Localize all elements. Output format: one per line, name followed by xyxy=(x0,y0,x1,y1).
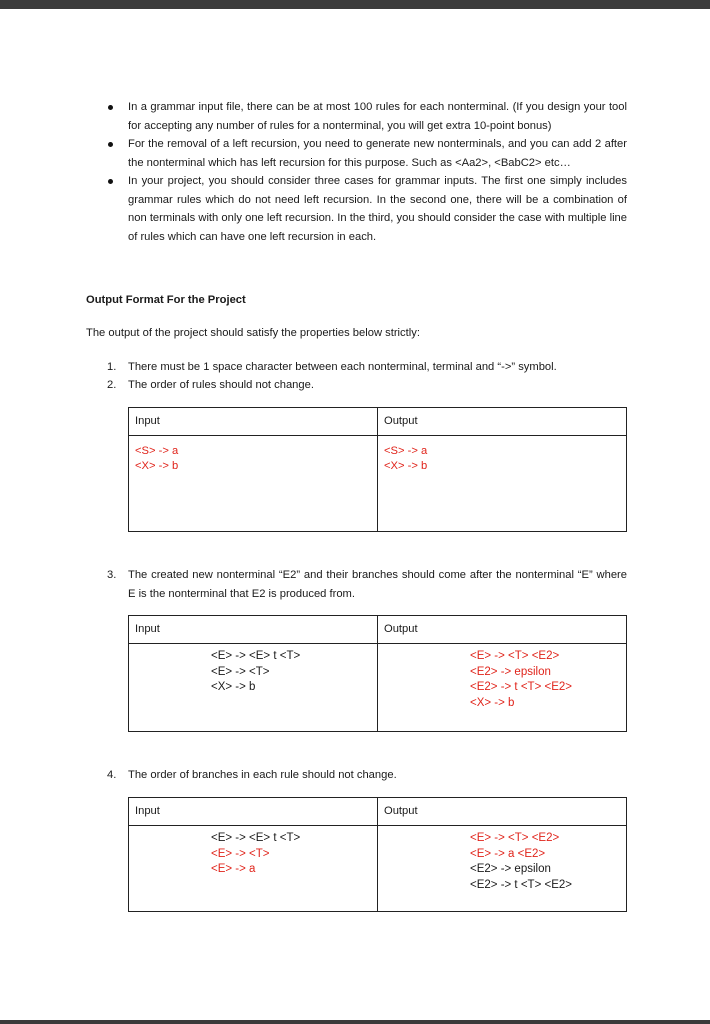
grammar-rule: <X> -> b xyxy=(384,460,428,472)
numbered-item xyxy=(107,358,627,377)
item-text: There must be 1 space character between each nonterminal, terminal and “->” symbol. xyxy=(128,361,557,373)
grammar-rule: <E2> -> t <T> <E2> xyxy=(470,681,572,693)
grammar-rule: <E> -> a xyxy=(211,863,256,875)
grammar-rule: <X> -> b xyxy=(211,681,256,693)
item-text: The created new nonterminal “E2” and their branches should come after the nonterminal “E” where E is the nonterminal that E2 is produced from. xyxy=(128,569,627,600)
grammar-rule: <S> -> a xyxy=(384,445,428,457)
rule-list xyxy=(384,444,626,474)
item-text: The order of branches in each rule should not change. xyxy=(128,769,397,781)
grammar-rule: <X> -> b xyxy=(470,696,515,709)
grammar-rule: <E> -> <T> xyxy=(211,665,270,678)
table-header-input: Input xyxy=(129,798,378,826)
item-number: 2. xyxy=(107,379,117,391)
table-header-output: Output xyxy=(378,616,627,644)
grammar-rule: <E2> -> t <T> <E2> xyxy=(470,878,572,891)
grammar-rule: <E> -> <T> <E2> xyxy=(470,832,560,844)
rule-list xyxy=(470,831,626,893)
item-number: 3. xyxy=(107,569,117,581)
section-intro: The output of the project should satisfy the properties below strictly: xyxy=(86,327,420,339)
grammar-rule: <E> -> <E> t <T> xyxy=(211,832,301,844)
input-rules-cell xyxy=(129,826,378,912)
bullet-item: For the removal of a left recursion, you need to generate new nonterminals, and you can add 2 after the nonterminal which has left recursion for this purpose. Such as <Aa2>, <BabC2> etc… xyxy=(128,135,627,172)
bullet-item: In your project, you should consider three cases for grammar inputs. The first one simply includes grammar rules which do not need left recursion. In the second one, there will be a combination of non terminals with only one left recursion. In the third, you should consider the case with multiple line of rules which can have one left recursion in each. xyxy=(128,172,627,246)
numbered-item xyxy=(107,566,627,603)
table-header-output: Output xyxy=(378,408,627,436)
example-table-1 xyxy=(128,407,627,532)
table-header-output: Output xyxy=(378,798,627,826)
item-number: 1. xyxy=(107,361,117,373)
output-rules-cell xyxy=(378,644,627,732)
grammar-rule: <E> -> <E> t <T> xyxy=(211,650,301,662)
table-header-input: Input xyxy=(129,616,378,644)
grammar-rule: <E> -> a <E2> xyxy=(470,847,546,860)
example-table-2 xyxy=(128,615,627,732)
input-rules-cell xyxy=(129,644,378,732)
grammar-rule: <E2> -> epsilon xyxy=(470,665,551,678)
grammar-rule: <S> -> a xyxy=(135,445,179,457)
table-header-input: Input xyxy=(129,408,378,436)
section-heading: Output Format For the Project xyxy=(86,294,246,306)
example-table-3 xyxy=(128,797,627,912)
bullet-item: In a grammar input file, there can be at most 100 rules for each nonterminal. (If you design your tool for accepting any number of rules for a nonterminal, you will get extra 10-point bonus) xyxy=(128,98,627,135)
rule-list xyxy=(211,831,377,878)
output-rules-cell xyxy=(378,436,627,532)
numbered-item xyxy=(107,376,627,395)
grammar-rule: <E2> -> epsilon xyxy=(470,863,551,875)
requirements-bullet-list xyxy=(128,98,627,246)
grammar-rule: <E> -> <T> <E2> xyxy=(470,650,560,662)
grammar-rule: <X> -> b xyxy=(135,460,179,472)
top-bar xyxy=(0,0,710,9)
rule-list xyxy=(470,649,626,711)
output-rules-cell xyxy=(378,826,627,912)
numbered-item xyxy=(107,766,627,785)
rule-list xyxy=(211,649,377,696)
item-number: 4. xyxy=(107,769,117,781)
grammar-rule: <E> -> <T> xyxy=(211,847,270,860)
bottom-bar xyxy=(0,1020,710,1024)
item-text: The order of rules should not change. xyxy=(128,379,314,391)
input-rules-cell xyxy=(129,436,378,532)
rule-list xyxy=(135,444,377,474)
